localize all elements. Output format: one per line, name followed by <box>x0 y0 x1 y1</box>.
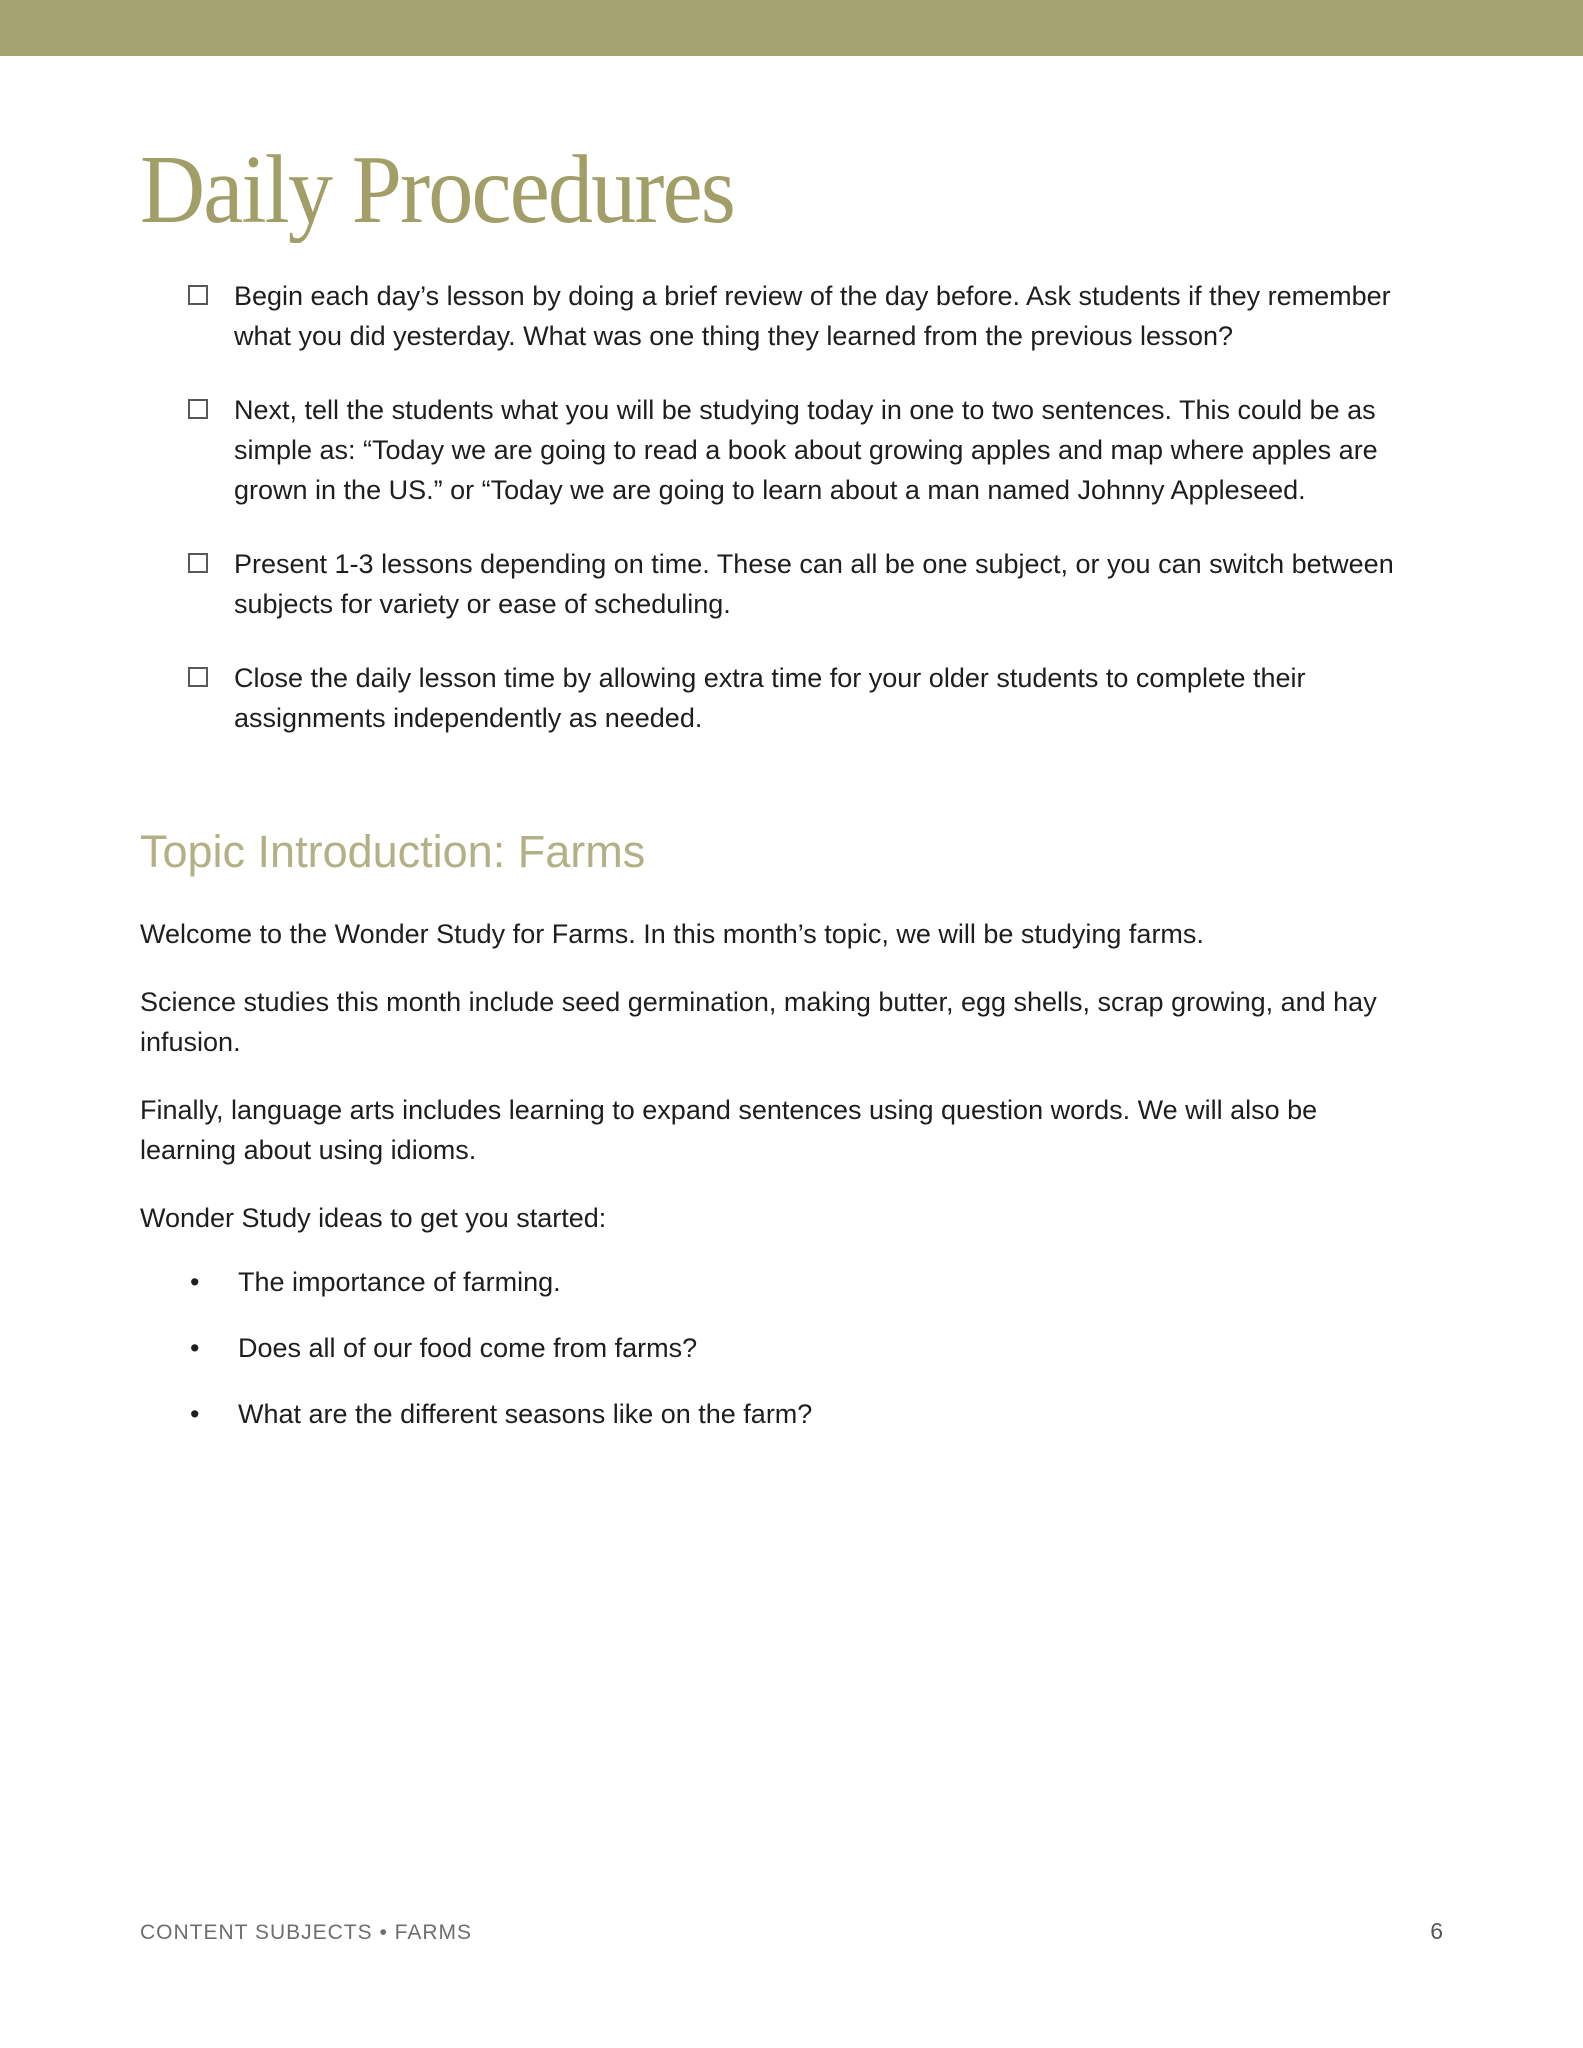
section-heading: Topic Introduction: Farms <box>140 826 646 877</box>
checkbox-icon <box>188 667 208 687</box>
wonder-study-ideas-list <box>140 1262 1443 1434</box>
checkbox-icon <box>188 285 208 305</box>
checklist-item-text: Present 1-3 lessons depending on time. These can all be one subject, or you can switch between subjects for variety or ease of scheduling. <box>234 549 1394 619</box>
checklist-item <box>140 658 1443 738</box>
paragraph: Finally, language arts includes learning to expand sentences using question words. We will also be learning about using idioms. <box>140 1095 1318 1165</box>
checkbox-icon <box>188 399 208 419</box>
lead-in-text: Wonder Study ideas to get you started: <box>140 1203 607 1233</box>
checkbox-icon <box>188 553 208 573</box>
bullet-icon: • <box>190 1399 200 1429</box>
list-item <box>140 1394 1443 1434</box>
bullet-icon: • <box>190 1267 200 1297</box>
list-item <box>140 1328 1443 1368</box>
daily-procedures-checklist <box>140 276 1443 738</box>
checklist-item <box>140 276 1443 356</box>
paragraph: Science studies this month include seed germination, making butter, egg shells, scrap growing, and hay infusion. <box>140 987 1377 1057</box>
list-item <box>140 1262 1443 1302</box>
checklist-item-text: Begin each day’s lesson by doing a brief review of the day before. Ask students if they remember what you did yesterday. What was one thing they learned from the previous lesson? <box>234 281 1391 351</box>
checklist-item <box>140 390 1443 510</box>
list-item-text: Does all of our food come from farms? <box>238 1333 698 1363</box>
bullet-icon: • <box>190 1333 200 1363</box>
page-title: Daily Procedures <box>140 136 735 243</box>
list-item-text: The importance of farming. <box>238 1267 561 1297</box>
list-item-text: What are the different seasons like on the farm? <box>238 1399 813 1429</box>
footer-page-number: 6 <box>1430 1918 1443 1944</box>
checklist-item-text: Next, tell the students what you will be studying today in one to two sentences. This could be as simple as: “Today we are going to read a book about growing apples and map where apples are grown in the US.” or “Today we are going to learn about a man named Johnny Appleseed. <box>234 395 1378 505</box>
footer-running-title: CONTENT SUBJECTS • FARMS <box>140 1921 472 1944</box>
checklist-item <box>140 544 1443 624</box>
paragraph: Welcome to the Wonder Study for Farms. In this month’s topic, we will be studying farms. <box>140 919 1204 949</box>
checklist-item-text: Close the daily lesson time by allowing extra time for your older students to complete their assignments independently as needed. <box>234 663 1306 733</box>
page-footer <box>140 1918 1443 1945</box>
